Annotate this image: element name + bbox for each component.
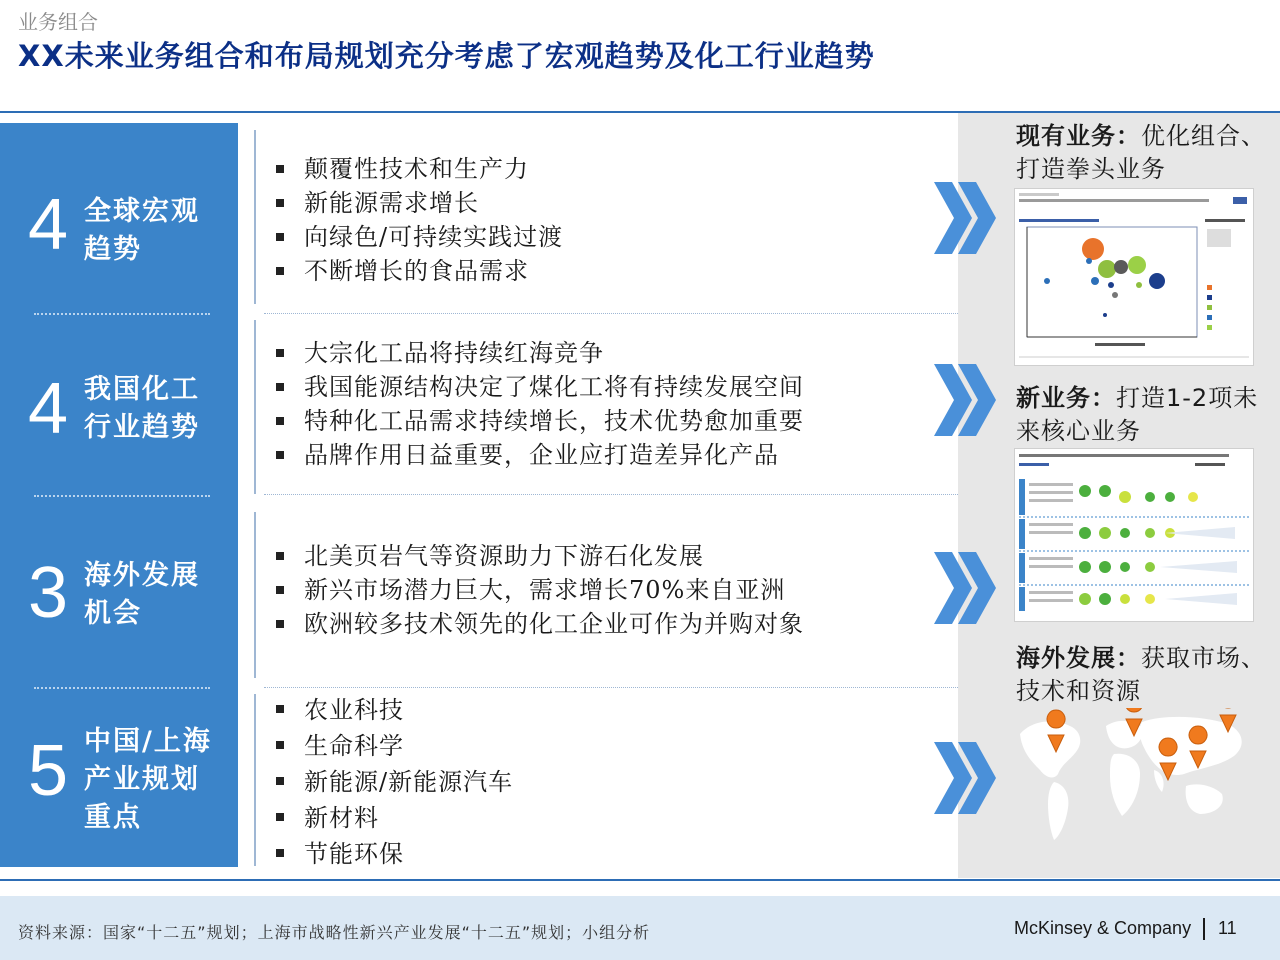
source-note: 资料来源：国家“十二五”规划；上海市战略性新兴产业发展“十二五”规划；小组分析 (18, 923, 651, 942)
double-chevron-icon (930, 738, 1000, 818)
bullet-item: 不断增长的食品需求 (276, 254, 916, 288)
outcome-overseas (1016, 642, 1266, 708)
double-chevron-icon (930, 360, 1000, 440)
trend-separator (34, 687, 210, 689)
bullet-list-overseas (276, 539, 916, 641)
brand-name: McKinsey & Company (1014, 918, 1192, 938)
group-separator (264, 313, 958, 314)
footer-divider (0, 879, 1280, 881)
bullet-item: 特种化工品需求持续增长，技术优势愈加重要 (276, 404, 916, 438)
trend-label: 全球宏观 趋势 (84, 196, 200, 265)
bullet-list-global-macro (276, 152, 916, 288)
outcome-title: 新业务： (1016, 384, 1116, 412)
bullet-item: 北美页岩气等资源助力下游石化发展 (276, 539, 916, 573)
group-bracket (254, 694, 256, 866)
page-number: 11 (1218, 918, 1237, 938)
outcome-title: 现有业务： (1016, 122, 1141, 150)
bullet-item: 新兴市场潜力巨大，需求增长70%来自亚洲 (276, 573, 916, 607)
outcome-text: 优化组合、打造拳头业务 (1016, 122, 1266, 183)
group-separator (264, 687, 958, 688)
trend-count: 3 (28, 553, 69, 633)
bullet-list-china-chemical (276, 336, 916, 472)
bullet-item: 大宗化工品将持续红海竞争 (276, 336, 916, 370)
section-label: 业务组合 (18, 10, 98, 34)
outcome-title: 海外发展： (1016, 644, 1141, 672)
bullet-item: 新能源/新能源汽车 (276, 764, 916, 800)
bullet-item: 农业科技 (276, 692, 916, 728)
trend-count: 4 (28, 369, 69, 449)
page-title: XX未来业务组合和布局规划充分考虑了宏观趋势及化工行业趋势 (18, 39, 875, 73)
matrix-table-thumbnail-icon (1014, 448, 1254, 622)
trend-separator (34, 495, 210, 497)
bullet-item: 欧洲较多技术领先的化工企业可作为并购对象 (276, 607, 916, 641)
trend-label: 中国/上海 产业规划 重点 (84, 726, 212, 833)
footer-separator (1203, 918, 1205, 940)
outcome-existing-business (1016, 120, 1266, 186)
bullet-item: 向绿色/可持续实践过渡 (276, 220, 916, 254)
trend-label: 海外发展 机会 (84, 560, 200, 629)
outcome-new-business (1016, 382, 1266, 448)
outcome-text: 打造1-2项未来核心业务 (1016, 384, 1259, 445)
bullet-item: 颠覆性技术和生产力 (276, 152, 916, 186)
bullet-item: 新材料 (276, 800, 916, 836)
trend-count: 4 (28, 185, 69, 265)
trend-separator (34, 313, 210, 315)
trend-count: 5 (28, 731, 69, 811)
outcome-text: 获取市场、技术和资源 (1016, 644, 1266, 705)
trend-column (0, 123, 238, 867)
group-separator (264, 494, 958, 495)
bullet-item: 节能环保 (276, 836, 916, 872)
bullet-item: 品牌作用日益重要，企业应打造差异化产品 (276, 438, 916, 472)
world-map-pins-icon (1014, 708, 1252, 858)
bullet-item: 新能源需求增长 (276, 186, 916, 220)
bullet-list-plan-focus (276, 692, 916, 872)
bubble-chart-thumbnail-icon (1014, 188, 1254, 366)
trend-label: 我国化工 行业趋势 (84, 374, 200, 443)
group-bracket (254, 512, 256, 678)
bullet-item: 我国能源结构决定了煤化工将有持续发展空间 (276, 370, 916, 404)
bullet-item: 生命科学 (276, 728, 916, 764)
double-chevron-icon (930, 548, 1000, 628)
double-chevron-icon (930, 178, 1000, 258)
group-bracket (254, 130, 256, 304)
group-bracket (254, 320, 256, 494)
